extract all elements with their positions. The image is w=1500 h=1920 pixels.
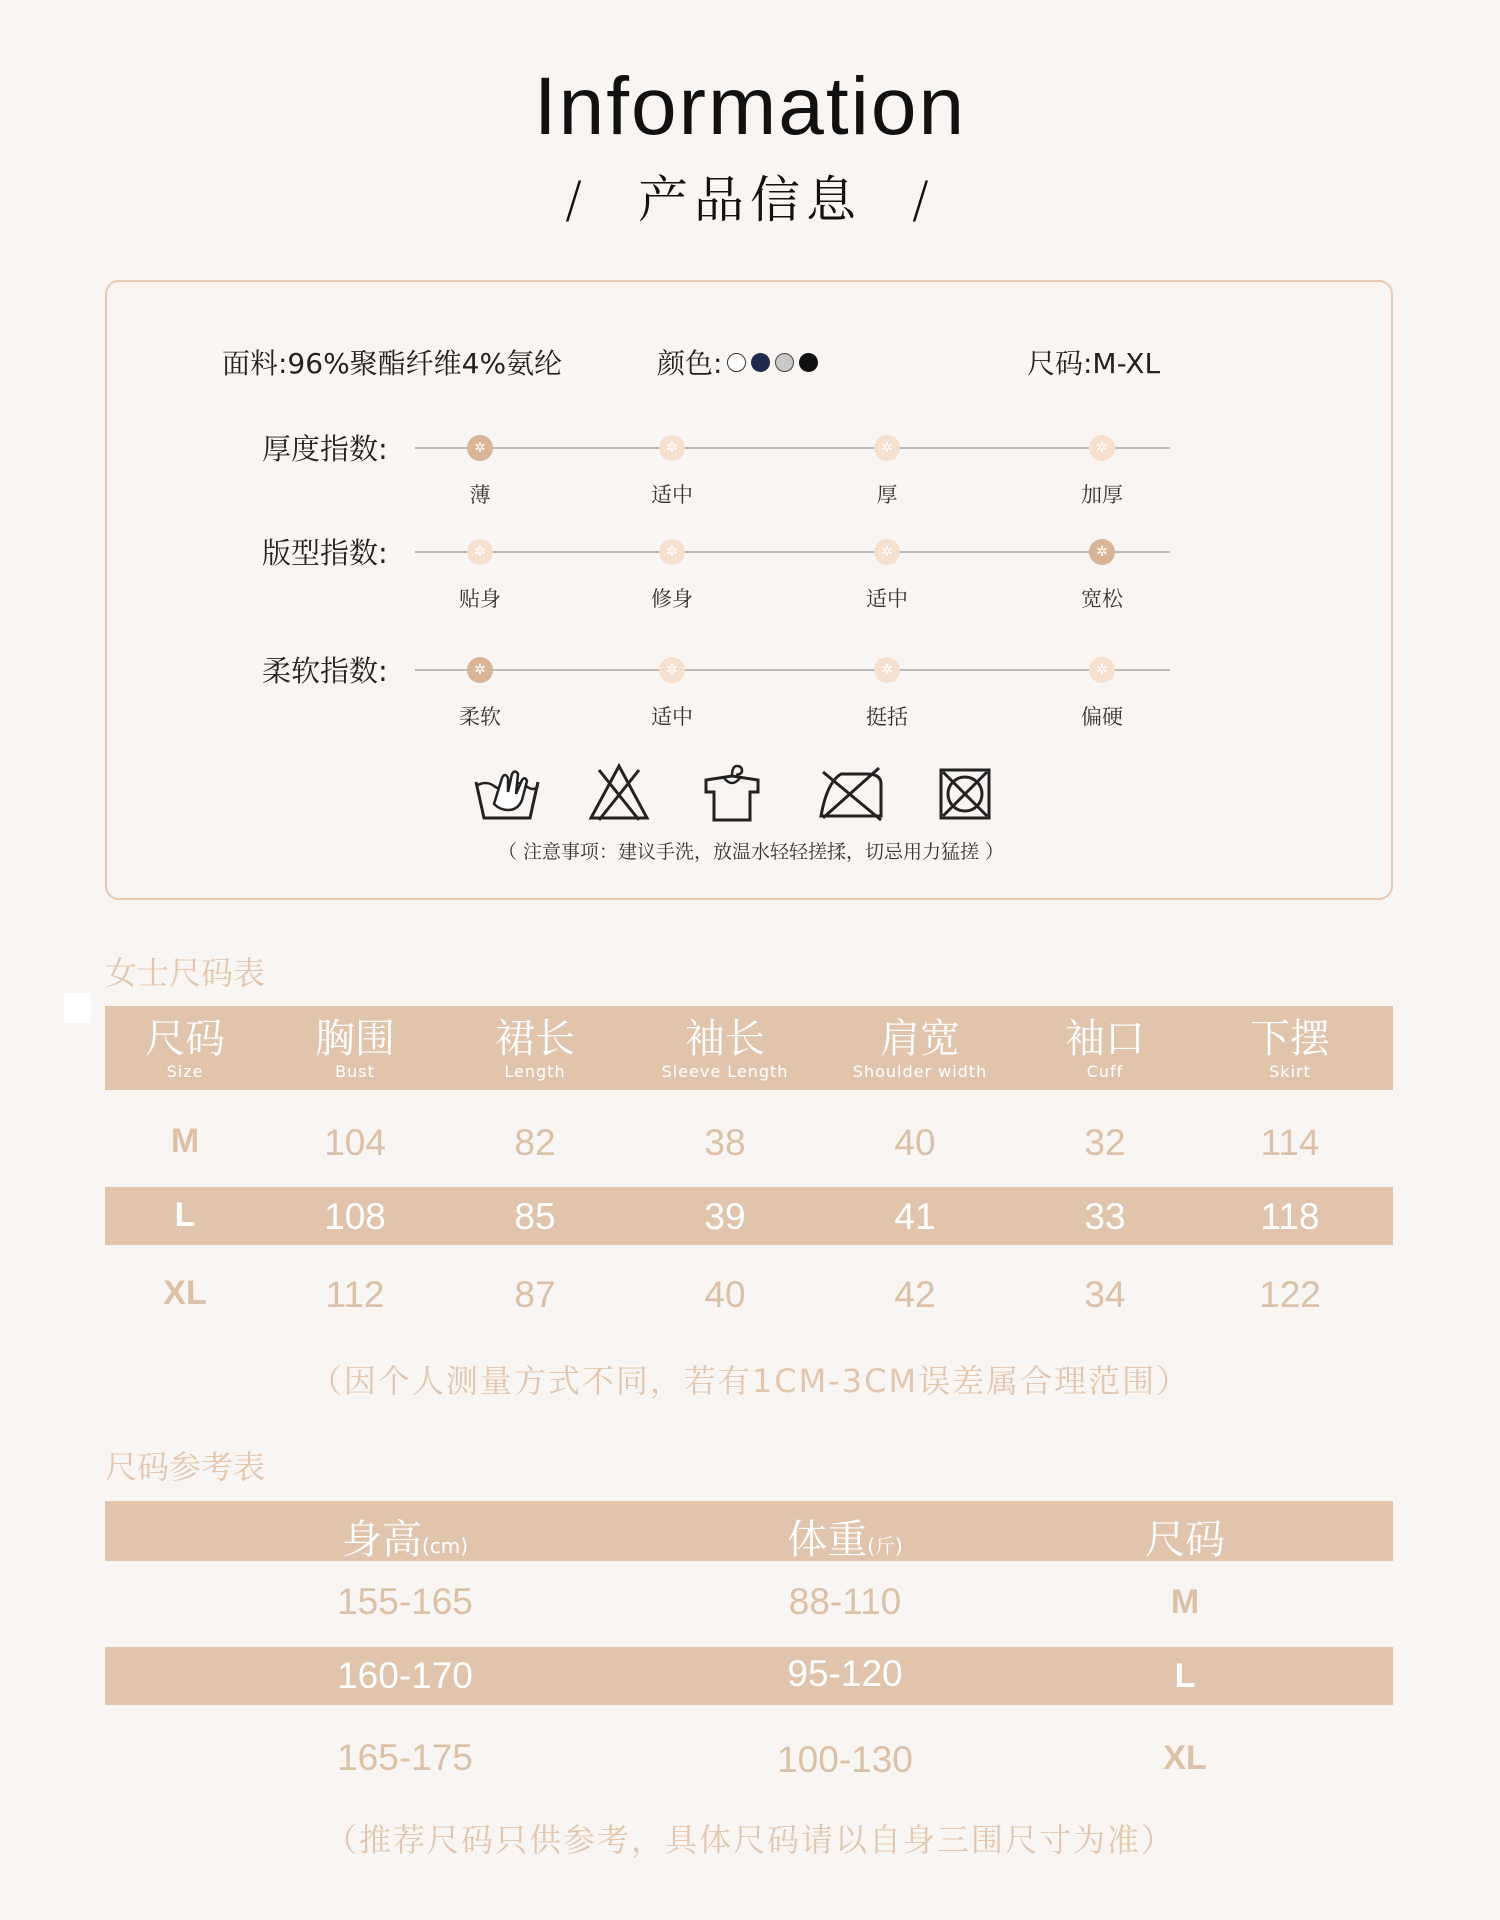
header-size: 尺码 [1145, 1517, 1225, 1563]
weight-cell: 100-130 [777, 1739, 913, 1780]
color-spec [657, 342, 818, 382]
table-header [105, 1006, 1393, 1090]
no-iron-icon [817, 762, 887, 822]
value-cell: 38 [704, 1122, 746, 1163]
index-node: ✲ [874, 435, 900, 461]
index-node: ✲ [467, 657, 493, 683]
index-option: 薄 [469, 483, 491, 507]
header-weight: 体重(斤) [787, 1517, 903, 1563]
value-cell: 41 [894, 1196, 936, 1237]
hang-dry-icon [702, 762, 762, 824]
index-scale-line [415, 551, 1170, 553]
height-cell: 165-175 [337, 1737, 473, 1778]
size-cell: XL [163, 1274, 207, 1312]
height-cell: 160-170 [337, 1655, 473, 1696]
header-cuff: 袖口 Cuff [1065, 1016, 1145, 1081]
weight-cell: 88-110 [788, 1581, 902, 1622]
color-label: 颜色: [657, 347, 723, 380]
header-bust: 胸围 Bust [315, 1016, 395, 1081]
index-option: 贴身 [459, 587, 501, 611]
no-bleach-icon [587, 762, 651, 822]
index-label: 版型指数: [262, 536, 388, 570]
size-spec: 尺码:M-XL [1027, 347, 1161, 380]
index-option: 适中 [651, 483, 693, 507]
index-scale-line [415, 669, 1170, 671]
value-cell: 40 [704, 1274, 746, 1315]
index-option: 厚 [876, 483, 898, 507]
ref-table-title: 尺码参考表 [105, 1448, 266, 1486]
index-node: ✲ [659, 435, 685, 461]
softness-index [107, 649, 1395, 729]
fit-index [107, 531, 1395, 611]
index-node: ✲ [1089, 657, 1115, 683]
size-cell: XL [1163, 1739, 1207, 1777]
size-cell: L [174, 1196, 196, 1234]
header-height: 身高(cm) [341, 1517, 469, 1563]
value-cell: 42 [894, 1274, 936, 1315]
value-cell: 122 [1259, 1274, 1321, 1315]
color-swatch-gray [775, 353, 794, 372]
product-info-box [105, 280, 1393, 900]
table-row [105, 1647, 1393, 1705]
index-option: 修身 [651, 587, 693, 611]
index-option: 偏硬 [1081, 705, 1123, 729]
index-option: 适中 [651, 705, 693, 729]
index-node: ✲ [874, 657, 900, 683]
size-cell: M [1170, 1583, 1200, 1621]
value-cell: 104 [324, 1122, 386, 1163]
table-header [105, 1501, 1393, 1561]
index-label: 厚度指数: [262, 432, 388, 466]
size-cell: L [1174, 1657, 1196, 1695]
decorative-square [64, 993, 91, 1023]
header-length: 裙长 Length [495, 1016, 575, 1081]
value-cell: 85 [514, 1196, 556, 1237]
value-cell: 114 [1260, 1122, 1320, 1163]
weight-cell: 95-120 [787, 1653, 903, 1694]
table-row [105, 1737, 1393, 1795]
value-cell: 32 [1084, 1122, 1126, 1163]
index-option: 挺括 [866, 705, 908, 729]
color-swatch-navy [751, 353, 770, 372]
table-row [105, 1116, 1393, 1174]
ref-table-note: （推荐尺码只供参考，具体尺码请以自身三围尺寸为准） [324, 1821, 1175, 1859]
hand-wash-icon [472, 762, 542, 822]
index-option: 加厚 [1081, 483, 1123, 507]
title-slash-right: / [912, 171, 935, 229]
value-cell: 118 [1260, 1196, 1320, 1237]
page-title: Information [533, 61, 967, 152]
size-reference-table [105, 1501, 1393, 1801]
index-option: 柔软 [459, 705, 501, 729]
index-node: ✲ [467, 435, 493, 461]
index-node: ✲ [659, 539, 685, 565]
height-cell: 155-165 [337, 1581, 473, 1622]
size-table-title: 女士尺码表 [105, 954, 266, 992]
color-swatch-black [799, 353, 818, 372]
header-skirt: 下摆 Skirt [1250, 1016, 1330, 1081]
index-option: 宽松 [1081, 587, 1123, 611]
care-note: （ 注意事项：建议手洗，放温水轻轻搓揉，切忌用力猛搓 ） [497, 841, 1005, 863]
index-node: ✲ [467, 539, 493, 565]
index-node: ✲ [874, 539, 900, 565]
index-option: 适中 [866, 587, 908, 611]
table-row [105, 1187, 1393, 1245]
value-cell: 40 [894, 1122, 936, 1163]
page-subtitle [0, 160, 1500, 232]
value-cell: 108 [324, 1196, 386, 1237]
header-sleeve: 袖长 Sleeve Length [661, 1016, 789, 1081]
value-cell: 39 [704, 1196, 746, 1237]
value-cell: 34 [1084, 1274, 1126, 1315]
size-table-note: （因个人测量方式不同，若有1CM-3CM误差属合理范围） [309, 1362, 1191, 1400]
size-table [105, 1006, 1393, 1346]
header-size: 尺码 Size [145, 1016, 225, 1081]
table-row [105, 1581, 1393, 1639]
size-cell: M [170, 1122, 200, 1160]
subtitle-text: 产品信息 [638, 171, 862, 229]
index-scale-line [415, 447, 1170, 449]
index-node: ✲ [1089, 435, 1115, 461]
index-node: ✲ [659, 657, 685, 683]
table-row [105, 1270, 1393, 1328]
value-cell: 87 [514, 1274, 556, 1315]
no-tumble-dry-icon [937, 762, 993, 822]
value-cell: 82 [514, 1122, 556, 1163]
index-node: ✲ [1089, 539, 1115, 565]
value-cell: 33 [1084, 1196, 1126, 1237]
fabric-spec: 面料:96%聚酯纤维4%氨纶 [222, 347, 563, 380]
index-label: 柔软指数: [262, 654, 388, 688]
color-swatch-white [727, 353, 746, 372]
title-slash-left: / [565, 171, 588, 229]
thickness-index [107, 427, 1395, 507]
header-shoulder: 肩宽 Shoulder width [852, 1016, 988, 1081]
value-cell: 112 [325, 1274, 385, 1315]
